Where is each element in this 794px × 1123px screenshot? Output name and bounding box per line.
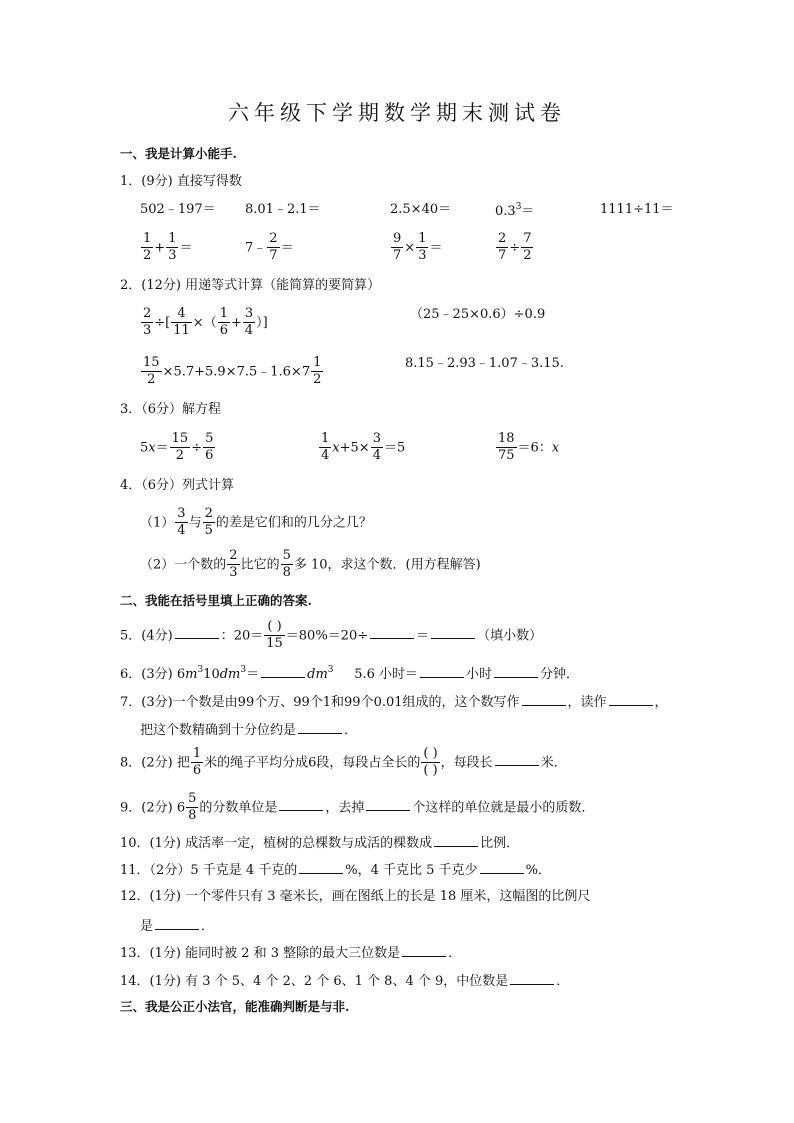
q1-item: 7﹣ $\frac{2}{7}$ ＝ — [245, 231, 294, 264]
q10: 10．(1分) 成活率一定，植树的总棵数与成活的棵数成 比例． — [120, 836, 520, 851]
q1-item: $\frac{9}{7}$ × $\frac{1}{3}$ ＝ — [393, 231, 443, 264]
q1-item: $\frac{1}{2}$ + $\frac{1}{3}$ ＝ — [143, 231, 193, 264]
q8: 8．(2分) 把 $\frac{1}{6}$ 米的绳子平均分成6段，每段占全长的 $\frac{( )}{( )}$ ，每段长 米． — [120, 746, 567, 779]
answer-blank[interactable] — [366, 799, 410, 811]
answer-blank[interactable] — [420, 666, 464, 678]
q4-part1: （1） $\frac{3}{4}$ 与 $\frac{2}{5}$ 的差是它们和的几分之几？ — [140, 506, 372, 539]
answer-blank[interactable] — [261, 666, 305, 678]
answer-blank[interactable] — [510, 973, 554, 985]
answer-blank[interactable] — [298, 722, 342, 734]
answer-blank[interactable] — [431, 627, 475, 639]
q5: 5．(4分) ：20＝ $\frac{( )}{15}$ ＝80%＝20÷ ＝ （填小数） — [120, 619, 543, 652]
q6: 6．(3分) $6m^310dm^3= dm^3$ 5.6 小时＝ 小时 分钟． — [120, 665, 580, 682]
q4-part2: （2）一个数的 $\frac{2}{3}$ 比它的 $\frac{5}{8}$ 多 10，求这个数．(用方程解答) — [140, 548, 481, 581]
q3-item: $\frac{18}{75}$ ＝6：x — [498, 431, 560, 464]
answer-blank[interactable] — [402, 945, 446, 957]
page-title: 六年级下学期数学期末测试卷 — [228, 101, 566, 125]
answer-blank[interactable] — [155, 918, 199, 930]
q14: 14．(1分) 有 3 个 5、4 个 2、2 个 6、1 个 8、4 个 9，中位数是 ． — [120, 974, 570, 989]
answer-blank[interactable] — [279, 799, 323, 811]
answer-blank[interactable] — [370, 627, 414, 639]
q9: 9．(2分) 6 $\frac{5}{8}$ 的分数单位是 ，去掉 个这样的单位就是最小的质数． — [120, 791, 595, 824]
q7-line2: 把这个数精确到十分位约是 ． — [140, 723, 358, 738]
answer-blank[interactable] — [495, 754, 539, 766]
q1-item: $\frac{2}{7}$ ÷ $\frac{7}{2}$ — [498, 231, 532, 264]
q7-line1: 7．(3分)一个数是由99个万、99个1和99个0.01组成的，这个数写作 ，读作 ， — [120, 695, 668, 710]
q3-item: 5x＝ $\frac{15}{2}$ ÷ $\frac{5}{6}$ — [140, 431, 214, 464]
answer-blank[interactable] — [434, 835, 478, 847]
q3-label: 3．（6分）解方程 — [120, 402, 222, 417]
q1-item: 1111÷11＝ — [600, 202, 674, 217]
answer-blank[interactable] — [480, 862, 524, 874]
q2-item: （25﹣25×0.6）÷0.9 — [410, 307, 546, 322]
answer-blank[interactable] — [494, 666, 538, 678]
section2-heading: 二、我能在括号里填上正确的答案. — [120, 593, 312, 608]
q2-label: 2．(12分) 用递等式计算（能简算的要简算） — [120, 278, 381, 293]
q13: 13．(1分) 能同时被 2 和 3 整除的最大三位数是 ． — [120, 946, 462, 961]
q1-item: 2.5×40＝ — [390, 202, 452, 217]
q2-item: 8.15﹣2.93﹣1.07﹣3.15. — [405, 356, 564, 371]
q11: 11．（2分）5 千克是 4 千克的 %，4 千克比 5 千克少 %． — [120, 863, 551, 878]
q1-item: 8.01﹣2.1＝ — [245, 202, 321, 217]
q2-item: $\frac{15}{2}$ ×5.7+5.9×7.5﹣1.6×7 $\frac{1}{2}$ — [143, 355, 322, 388]
q1-item: 502﹣197＝ — [140, 202, 216, 217]
answer-blank[interactable] — [609, 694, 653, 706]
q4-label: 4．（6分）列式计算 — [120, 478, 235, 493]
q2-item: $\frac{2}{3}$ ÷[ $\frac{4}{11}$ ×（ $\frac{1}{6}$ + $\frac{3}{4}$ ）] — [143, 306, 268, 339]
q12-line2: 是 ． — [140, 919, 215, 934]
answer-blank[interactable] — [299, 862, 343, 874]
q3-item: $\frac{1}{4}$ x+5× $\frac{3}{4}$ ＝5 — [321, 431, 406, 464]
q1-item: $0.3^3=$ — [495, 202, 535, 219]
answer-blank[interactable] — [522, 694, 566, 706]
q12-line1: 12．(1分) 一个零件只有 3 毫米长，画在图纸上的长是 18 厘米，这幅图的比例尺 — [120, 889, 591, 904]
section1-heading: 一、我是计算小能手. — [120, 146, 237, 161]
section3-heading: 三、我是公正小法官，能准确判断是与非. — [120, 999, 350, 1014]
q1-label: 1．(9分) 直接写得数 — [120, 174, 242, 189]
answer-blank[interactable] — [175, 627, 219, 639]
